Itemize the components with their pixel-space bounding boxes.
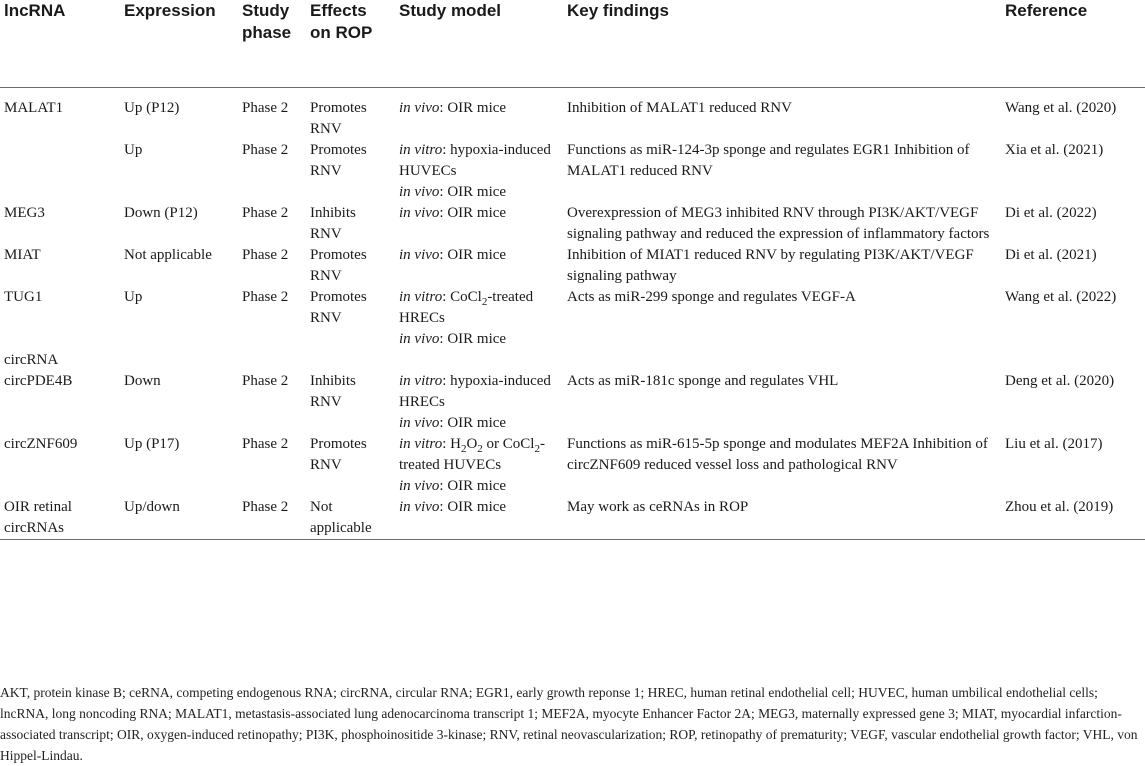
- cell-model: in vivo: OIR mice: [399, 204, 507, 221]
- cell-model: in vivo: OIR mice: [395, 497, 563, 540]
- cell-effect: Promotes RNV: [310, 99, 367, 137]
- table-row: [0, 203, 1145, 245]
- cell-phase: Phase 2: [242, 99, 289, 116]
- section-row: [0, 350, 1145, 371]
- cell-phase: Phase 2: [242, 372, 289, 389]
- cell-name: MIAT: [4, 246, 41, 263]
- cell-name: OIR retinal circRNAs: [0, 497, 120, 540]
- header-key-findings: Key findings: [563, 0, 1001, 87]
- cell-reference: Wang et al. (2020): [1005, 99, 1117, 116]
- cell-findings: Functions as miR-615-5p sponge and modulates MEF2A Inhibition of circZNF609 reduced vessel loss and pathological RNV: [567, 435, 988, 473]
- header-reference: Reference: [1001, 0, 1145, 87]
- cell-effect: Inhibits RNV: [310, 372, 356, 410]
- cell-name: [0, 140, 120, 203]
- cell-expression: Down (P12): [124, 204, 198, 221]
- cell-model: in vitro: hypoxia-induced HRECs in vivo: OIR mice: [399, 372, 551, 431]
- table-row: [0, 371, 1145, 434]
- cell-reference: Di et al. (2022): [1005, 204, 1097, 221]
- cell-findings: Inhibition of MIAT1 reduced RNV by regulating PI3K/AKT/VEGF signaling pathway: [567, 246, 974, 284]
- table-row: [0, 245, 1145, 287]
- cell-expression: Up (P17): [124, 435, 180, 452]
- header-study-model: Study model: [395, 0, 563, 87]
- cell-model: in vitro: CoCl$_2$-treated HRECs in vivo: OIR mice: [399, 288, 534, 347]
- cell-model: in vivo: OIR mice: [399, 99, 507, 116]
- cell-model: in vitro: hypoxia-induced HUVECs in vivo: OIR mice: [399, 141, 551, 200]
- cell-findings: Functions as miR-124-3p sponge and regulates EGR1 Inhibition of MALAT1 reduced RNV: [567, 141, 970, 179]
- cell-reference: Zhou et al. (2019): [1001, 497, 1145, 540]
- header-row: [0, 0, 1145, 87]
- cell-phase: Phase 2: [242, 288, 289, 305]
- cell-phase: Phase 2: [242, 246, 289, 263]
- cell-effect: Promotes RNV: [310, 288, 367, 326]
- cell-expression: Up (P12): [124, 99, 180, 116]
- cell-findings: Acts as miR-299 sponge and regulates VEGF-A: [567, 288, 856, 305]
- header-expression: Expression: [120, 0, 238, 87]
- table-row: [0, 434, 1145, 497]
- cell-reference: Xia et al. (2021): [1005, 141, 1104, 158]
- cell-findings: Overexpression of MEG3 inhibited RNV through PI3K/AKT/VEGF signaling pathway and reduced the expression of inflammatory factors: [567, 204, 990, 242]
- cell-findings: Acts as miR-181c sponge and regulates VHL: [567, 372, 839, 389]
- cell-findings: May work as ceRNAs in ROP: [563, 497, 1001, 540]
- header-study-phase: Study phase: [238, 0, 306, 87]
- cell-reference: Deng et al. (2020): [1005, 372, 1115, 389]
- cell-expression: Down: [124, 372, 161, 389]
- table-row: [0, 98, 1145, 140]
- cell-name: circZNF609: [4, 435, 78, 452]
- cell-effect: Promotes RNV: [310, 246, 367, 284]
- cell-expression: Up: [124, 288, 143, 305]
- cell-name: TUG1: [4, 288, 43, 305]
- table-row: [0, 497, 1145, 540]
- header-effects-on-rop: Effects on ROP: [306, 0, 395, 87]
- cell-model: in vitro: $H_2O_2$ or CoCl$_2$-treated HUVECs in vivo: OIR mice: [399, 435, 545, 494]
- cell-expression: Not applicable: [124, 246, 212, 263]
- cell-effect: Promotes RNV: [310, 435, 367, 473]
- cell-phase: Phase 2: [242, 141, 289, 158]
- cell-phase: Phase 2: [242, 435, 289, 452]
- cell-expression: Up/down: [120, 497, 238, 540]
- cell-model: in vivo: OIR mice: [399, 246, 507, 263]
- cell-name: MALAT1: [4, 99, 64, 116]
- cell-name: MEG3: [4, 204, 45, 221]
- header-lncrna: lncRNA: [0, 0, 120, 87]
- cell-reference: Wang et al. (2022): [1005, 288, 1117, 305]
- cell-phase: Phase 2: [242, 204, 289, 221]
- table-row: [0, 140, 1145, 203]
- cell-findings: Inhibition of MALAT1 reduced RNV: [567, 99, 792, 116]
- table-footnote: AKT, protein kinase B; ceRNA, competing endogenous RNA; circRNA, circular RNA; EGR1, early growth reponse 1; HREC, human retinal endothelial cell; HUVEC, human umbilical endothelial cells; lncRNA, long noncoding RNA; MALAT1, metastasis-associated lung adenocarcinoma transcript 1; MEF2A, myocyte Enhancer Factor 2A; MEG3, maternally expressed gene 3; MIAT, myocardial infarction-associated transcript; OIR, oxygen-induced retinopathy; PI3K, phosphoinositide 3-kinase; RNV, retinal neovascularization; ROP, retinopathy of prematurity; VEGF, vascular endothelial growth factor; VHL, von Hippel-Lindau.: [0, 685, 1138, 763]
- cell-reference: Liu et al. (2017): [1005, 435, 1103, 452]
- cell-reference: Di et al. (2021): [1005, 246, 1097, 263]
- section-label-circrna: circRNA: [4, 351, 59, 368]
- cell-name: circPDE4B: [4, 372, 73, 389]
- cell-expression: Up: [124, 141, 143, 158]
- cell-phase: Phase 2: [238, 497, 306, 540]
- cell-effect: Inhibits RNV: [310, 204, 356, 242]
- cell-effect: Not applicable: [306, 497, 395, 540]
- table-row: [0, 287, 1145, 350]
- cell-effect: Promotes RNV: [310, 141, 367, 179]
